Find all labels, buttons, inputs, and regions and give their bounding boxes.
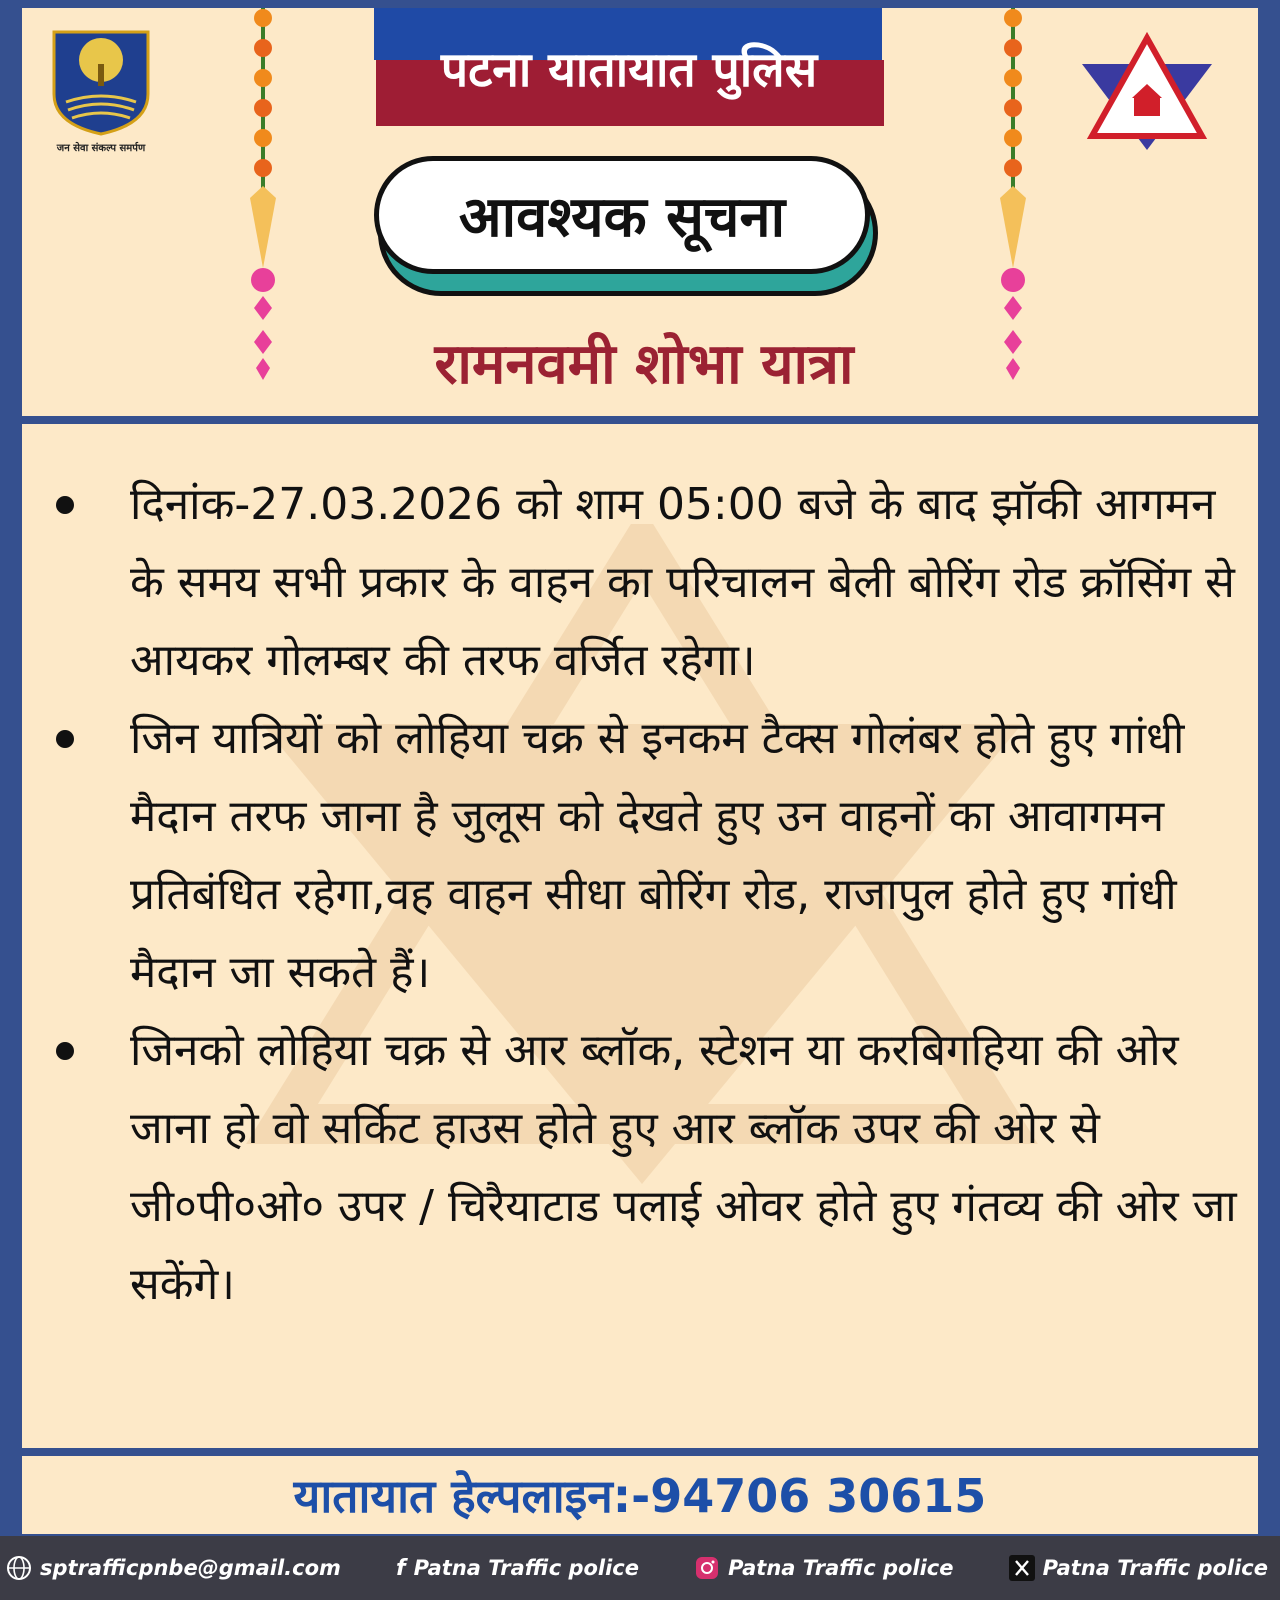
notice-body-panel — [22, 424, 1258, 1448]
notice-item — [50, 466, 1250, 700]
traffic-police-triangle-icon — [1062, 32, 1232, 162]
notice-text: जिनको लोहिया चक्र से आर ब्लॉक, स्टेशन या करबिगहिया की ओर जाना हो वो सर्किट हाउस होते हुए आर ब्लॉक उपर की ओर से जी०पी०ओ० उपर / चिरैयाटाड पलाई ओवर होते हुए गंतव्य की ओर जा सकेंगे। — [130, 1025, 1237, 1310]
facebook-icon: f — [395, 1555, 406, 1581]
footer-instagram[interactable] — [694, 1555, 953, 1581]
event-title: रामनवमी शोभा यात्रा — [434, 332, 854, 397]
notice-item — [50, 700, 1250, 1012]
globe-icon — [6, 1555, 32, 1581]
notice-list — [50, 466, 1250, 1324]
traffic-police-logo — [1062, 32, 1232, 162]
bihar-police-emblem-icon — [46, 24, 156, 136]
x-icon — [1009, 1555, 1035, 1581]
title-banner — [374, 8, 884, 128]
notice-item — [50, 1012, 1250, 1324]
instagram-text: Patna Traffic police — [728, 1556, 954, 1580]
footer-email[interactable] — [6, 1555, 341, 1581]
facebook-text: Patna Traffic police — [413, 1556, 639, 1580]
email-text: sptrafficpnbe@gmail.com — [40, 1556, 341, 1580]
right-garland-icon — [978, 8, 1048, 388]
helpline-panel — [22, 1456, 1258, 1534]
bihar-police-logo — [46, 24, 156, 154]
bullet-icon — [56, 496, 74, 514]
header-panel — [22, 8, 1258, 416]
page-title: पटना यातायात पुलिस — [440, 42, 818, 98]
instagram-icon — [694, 1555, 720, 1581]
notice-text: दिनांक-27.03.2026 को शाम 05:00 बजे के बाद झॉकी आगमन के समय सभी प्रकार के वाहन का परिचालन बेली बोरिंग रोड क्रॉसिंग से आयकर गोलम्बर की तरफ वर्जित रहेगा। — [130, 479, 1235, 686]
footer-x[interactable] — [1009, 1555, 1268, 1581]
helpline-number[interactable]: यातायात हेल्पलाइन:-94706 30615 — [293, 1469, 987, 1523]
notice-text: जिन यात्रियों को लोहिया चक्र से इनकम टैक्स गोलंबर होते हुए गांधी मैदान तरफ जाना है जुलूस को देखते हुए उन वाहनों का आवागमन प्रतिबंधित रहेगा,वह वाहन सीधा बोरिंग रोड, राजापुल होते हुए गांधी मैदान जा सकते हैं। — [130, 713, 1185, 998]
x-text: Patna Traffic police — [1042, 1556, 1268, 1580]
notice-label: आवश्यक सूचना — [374, 156, 870, 274]
bullet-icon — [56, 730, 74, 748]
footer-facebook[interactable] — [396, 1556, 639, 1581]
left-logo-tagline: जन सेवा संकल्प समर्पण — [56, 143, 146, 154]
bullet-icon — [56, 1042, 74, 1060]
footer-bar — [0, 1536, 1280, 1600]
